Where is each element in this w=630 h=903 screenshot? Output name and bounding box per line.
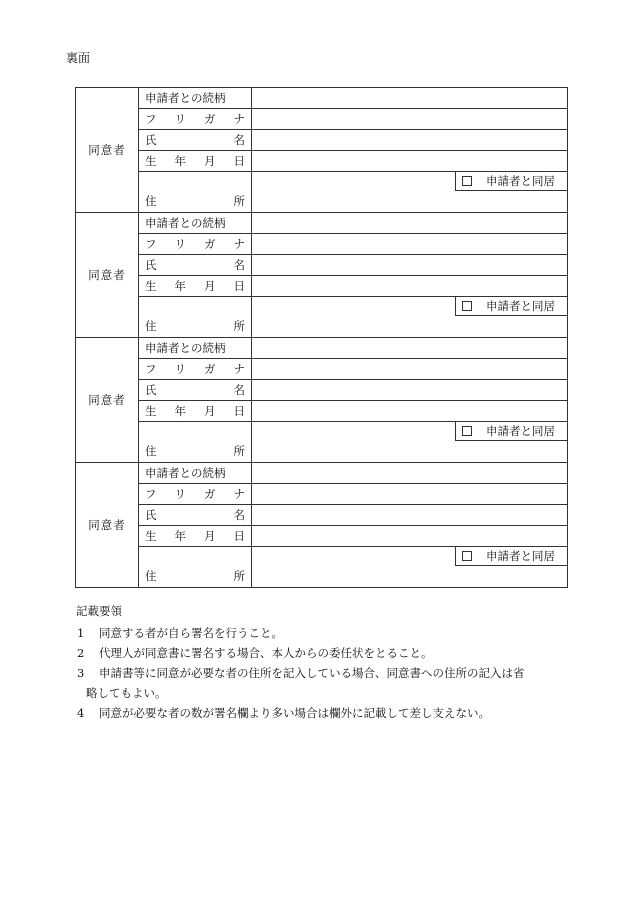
furigana-field[interactable]: [252, 359, 568, 380]
instructions-title: 記載要領: [76, 604, 122, 618]
name-label: 氏 名: [145, 383, 245, 397]
address-field[interactable]: [252, 297, 568, 338]
address-field[interactable]: [252, 172, 568, 213]
furigana-field[interactable]: [252, 109, 568, 130]
name-label: 氏 名: [145, 258, 245, 272]
consenter-row-birthdate: [76, 526, 568, 547]
consenter-row-name: [76, 380, 568, 401]
birthdate-field[interactable]: [252, 151, 568, 172]
consenter-row-name: [76, 505, 568, 526]
cohabit-label: 申請者と同居: [486, 549, 555, 563]
instruction-item-2: 2 代理人が同意書に署名する場合、本人からの委任状をとること。: [77, 646, 433, 660]
address-label: 住 所: [145, 194, 245, 208]
relation-field[interactable]: [252, 88, 568, 109]
name-label: 氏 名: [145, 133, 245, 147]
relation-label: 申請者との続柄: [139, 463, 252, 484]
name-field[interactable]: [252, 130, 568, 151]
consenter-row-address: [76, 297, 568, 338]
cohabit-checkbox[interactable]: [462, 176, 472, 186]
consenter-row-furigana: [76, 359, 568, 380]
consenter-row-address: [76, 422, 568, 463]
consenter-row-birthdate: [76, 151, 568, 172]
relation-field[interactable]: [252, 213, 568, 234]
consenter-row-address: [76, 547, 568, 588]
relation-label: 申請者との続柄: [139, 88, 252, 109]
address-field[interactable]: [252, 547, 568, 588]
consenter-row-furigana: [76, 109, 568, 130]
instruction-item-3-continued: 略してもよい。: [86, 686, 167, 700]
consenter-row-relation: [76, 338, 568, 359]
furigana-label: フ リ ガ ナ: [145, 112, 245, 126]
furigana-label: フ リ ガ ナ: [145, 362, 245, 376]
page-label: 裏面: [66, 51, 91, 65]
address-field[interactable]: [252, 422, 568, 463]
consenter-row-birthdate: [76, 401, 568, 422]
birthdate-label: 生 年 月 日: [145, 529, 245, 543]
consenter-label: 同意者: [76, 213, 139, 338]
address-label: 住 所: [145, 319, 245, 333]
relation-label: 申請者との続柄: [139, 213, 252, 234]
birthdate-label: 生 年 月 日: [145, 279, 245, 293]
furigana-field[interactable]: [252, 234, 568, 255]
instructions: [76, 601, 556, 723]
birthdate-label: 生 年 月 日: [145, 154, 245, 168]
address-label: 住 所: [145, 444, 245, 458]
cohabit-option[interactable]: [455, 297, 568, 316]
consenter-row-relation: [76, 213, 568, 234]
furigana-label: フ リ ガ ナ: [145, 237, 245, 251]
name-field[interactable]: [252, 255, 568, 276]
instruction-item-1: 1 同意する者が自ら署名を行うこと。: [77, 626, 283, 640]
cohabit-checkbox[interactable]: [462, 301, 472, 311]
consenter-row-birthdate: [76, 276, 568, 297]
consenter-row-furigana: [76, 484, 568, 505]
furigana-field[interactable]: [252, 484, 568, 505]
name-field[interactable]: [252, 380, 568, 401]
consenter-row-relation: [76, 463, 568, 484]
furigana-label: フ リ ガ ナ: [145, 487, 245, 501]
name-label: 氏 名: [145, 508, 245, 522]
consenter-label: 同意者: [76, 463, 139, 588]
cohabit-option[interactable]: [455, 422, 568, 441]
consenter-row-name: [76, 255, 568, 276]
relation-field[interactable]: [252, 338, 568, 359]
relation-field[interactable]: [252, 463, 568, 484]
instruction-item-4: 4 同意が必要な者の数が署名欄より多い場合は欄外に記載して差し支えない。: [77, 706, 490, 720]
birthdate-field[interactable]: [252, 526, 568, 547]
consenter-row-relation: [76, 88, 568, 109]
consenter-label: 同意者: [76, 338, 139, 463]
consent-form-table: [75, 87, 568, 588]
birthdate-field[interactable]: [252, 276, 568, 297]
cohabit-checkbox[interactable]: [462, 426, 472, 436]
cohabit-label: 申請者と同居: [486, 299, 555, 313]
birthdate-field[interactable]: [252, 401, 568, 422]
consenter-label: 同意者: [76, 88, 139, 213]
consenter-row-name: [76, 130, 568, 151]
relation-label: 申請者との続柄: [139, 338, 252, 359]
cohabit-option[interactable]: [455, 547, 568, 566]
instruction-item-3: 3 申請書等に同意が必要な者の住所を記入している場合、同意書への住所の記入は省: [77, 666, 525, 680]
consenter-row-address: [76, 172, 568, 213]
cohabit-label: 申請者と同居: [486, 174, 555, 188]
birthdate-label: 生 年 月 日: [145, 404, 245, 418]
cohabit-checkbox[interactable]: [462, 551, 472, 561]
consenter-row-furigana: [76, 234, 568, 255]
cohabit-option[interactable]: [455, 172, 568, 191]
address-label: 住 所: [145, 569, 245, 583]
cohabit-label: 申請者と同居: [486, 424, 555, 438]
name-field[interactable]: [252, 505, 568, 526]
